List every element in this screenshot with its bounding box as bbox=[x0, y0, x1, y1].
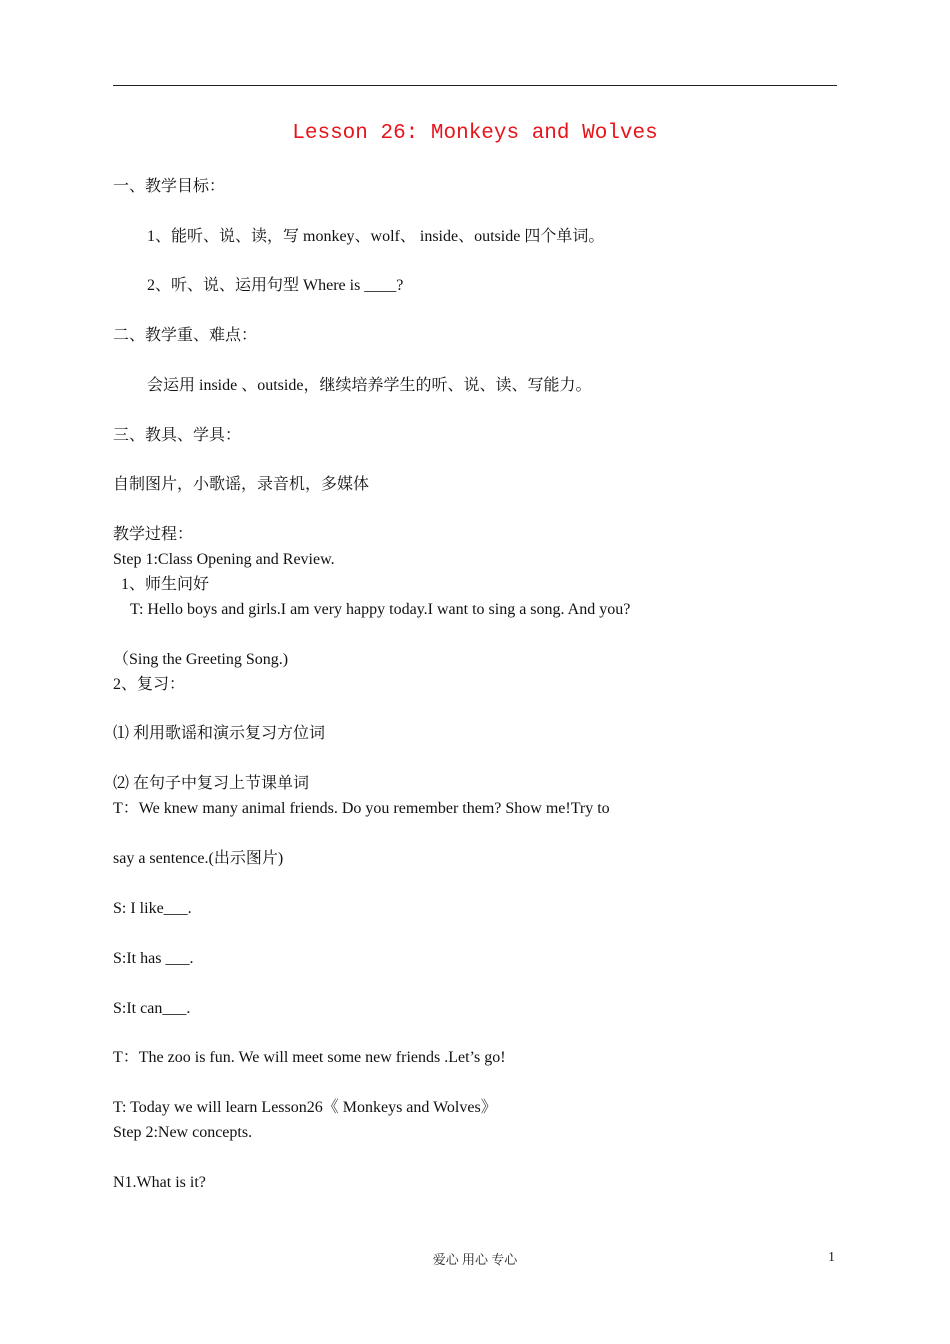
header-rule bbox=[113, 85, 837, 86]
text-line: Step 2:New concepts. bbox=[113, 1124, 253, 1141]
text-line: 2、听、说、运用句型 Where is ____? bbox=[147, 277, 404, 294]
page-footer: 爱心 用心 专心 bbox=[432, 1252, 518, 1267]
text-line: 自制图片，小歌谣，录音机，多媒体 bbox=[113, 476, 370, 493]
text-line: ⑴ 利用歌谣和演示复习方位词 bbox=[113, 725, 326, 742]
text-line: S: I like___. bbox=[113, 900, 192, 917]
text-line: Step 1:Class Opening and Review. bbox=[113, 551, 335, 568]
page-number: 1 bbox=[828, 1250, 835, 1265]
section-heading: 二、教学重、难点： bbox=[113, 327, 258, 344]
section-heading: 三、教具、学具： bbox=[113, 427, 242, 444]
section-heading: 教学过程： bbox=[113, 526, 194, 543]
text-line: 2、复习： bbox=[113, 676, 186, 693]
text-line: S:It can___. bbox=[113, 1000, 191, 1017]
text-line: N1.What is it? bbox=[113, 1174, 206, 1191]
text-line: ⑵ 在句子中复习上节课单词 bbox=[113, 775, 310, 792]
text-line: 1、能听、说、读，写 monkey、wolf、 inside、outside 四个单词。 bbox=[147, 228, 605, 245]
lesson-title: Lesson 26: Monkeys and Wolves bbox=[292, 122, 658, 145]
text-line: T：We knew many animal friends. Do you remember them? Show me!Try to bbox=[113, 800, 610, 817]
text-line: T: Hello boys and girls.I am very happy today.I want to sing a song. And you? bbox=[130, 601, 631, 618]
text-line: （Sing the Greeting Song.) bbox=[113, 651, 289, 668]
text-line: 会运用 inside 、outside，继续培养学生的听、说、读、写能力。 bbox=[147, 377, 592, 394]
text-line: T: Today we will learn Lesson26《 Monkeys and Wolves》 bbox=[113, 1099, 497, 1116]
section-heading: 一、教学目标： bbox=[113, 178, 226, 195]
text-line: say a sentence.(出示图片) bbox=[113, 850, 284, 867]
text-line: 1、师生问好 bbox=[121, 576, 210, 593]
text-line: T：The zoo is fun. We will meet some new friends .Let’s go! bbox=[113, 1049, 506, 1066]
text-line: S:It has ___. bbox=[113, 950, 194, 967]
